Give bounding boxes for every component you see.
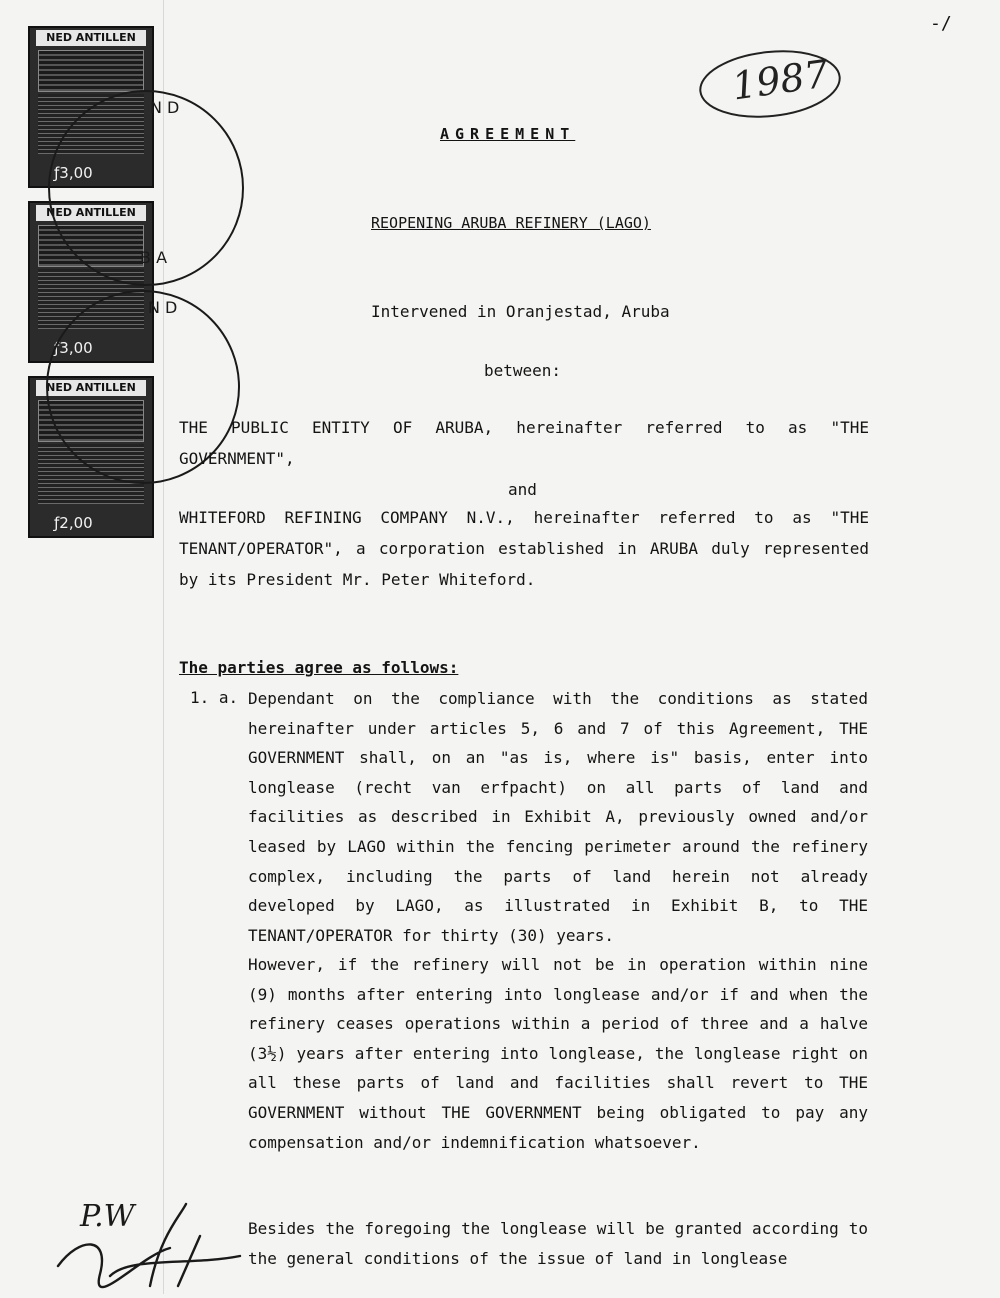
document-title: AGREEMENT [440, 125, 576, 143]
party-one: THE PUBLIC ENTITY OF ARUBA, hereinafter referred to as "THE GOVERNMENT", [179, 418, 869, 468]
postmark-text: N D [150, 98, 180, 117]
between-label: between: [484, 361, 562, 380]
clause-1a-paragraph: Besides the foregoing the longlease will be granted according to the general conditions of the issue of land in longlease [248, 1219, 868, 1268]
signature-scribble-icon [50, 1196, 250, 1294]
place-line: Intervened in Oranjestad, Aruba [371, 302, 670, 321]
stamp-header: NED ANTILLEN [36, 205, 146, 221]
clause-1a-paragraph: However, if the refinery will not be in operation within nine (9) months after entering into longlease and/or if and when the refinery ceases operations within a period of three and a halve (3½) years after entering into longlease, the longlease right on all these parts of land and facilities shall revert to THE GOVERNMENT without THE GOVERNMENT being obligated to pay any compensation and/or indemnification whatsoever. [248, 955, 868, 1152]
stamp-value: ƒ3,00 [54, 164, 93, 182]
stamp-header: NED ANTILLEN [36, 380, 146, 396]
year-text: 1987 [729, 51, 832, 109]
stamp-scene [38, 50, 144, 92]
clause-number: 1. a. [190, 688, 239, 707]
clause-1a-paragraph: Dependant on the compliance with the conditions as stated hereinafter under articles 5, 6 and 7 of this Agreement, THE GOVERNMENT shall, on an "as is, where is" basis, enter into longlease (recht van erfpacht) on all parts of land and facilities as described in Exhibit A, previously owned and/or leased by LAGO within the fencing perimeter around the refinery complex, including the parts of land herein not already developed by LAGO, as illustrated in Exhibit B, to THE TENANT/OPERATOR for thirty (30) years. [248, 689, 868, 945]
postmark-text: B A [140, 248, 168, 267]
stamp-header: NED ANTILLEN [36, 30, 146, 46]
and-label: and [508, 480, 537, 499]
agree-heading: The parties agree as follows: [179, 658, 459, 677]
initials-text: P.W [80, 1199, 135, 1234]
signature [50, 1196, 250, 1294]
stamp-value: ƒ2,00 [54, 514, 93, 532]
document-subtitle: REOPENING ARUBA REFINERY (LAGO) [371, 214, 651, 232]
postmark-text: N D [148, 298, 178, 317]
corner-mark: -/ [930, 13, 952, 34]
party-two: WHITEFORD REFINING COMPANY N.V., hereinafter referred to as "THE TENANT/OPERATOR", a corporation established in ARUBA duly represented by its President Mr. Peter Whiteford. [179, 508, 869, 589]
handwritten-year-note [696, 46, 846, 118]
stamp-value: ƒ3,00 [54, 339, 93, 357]
